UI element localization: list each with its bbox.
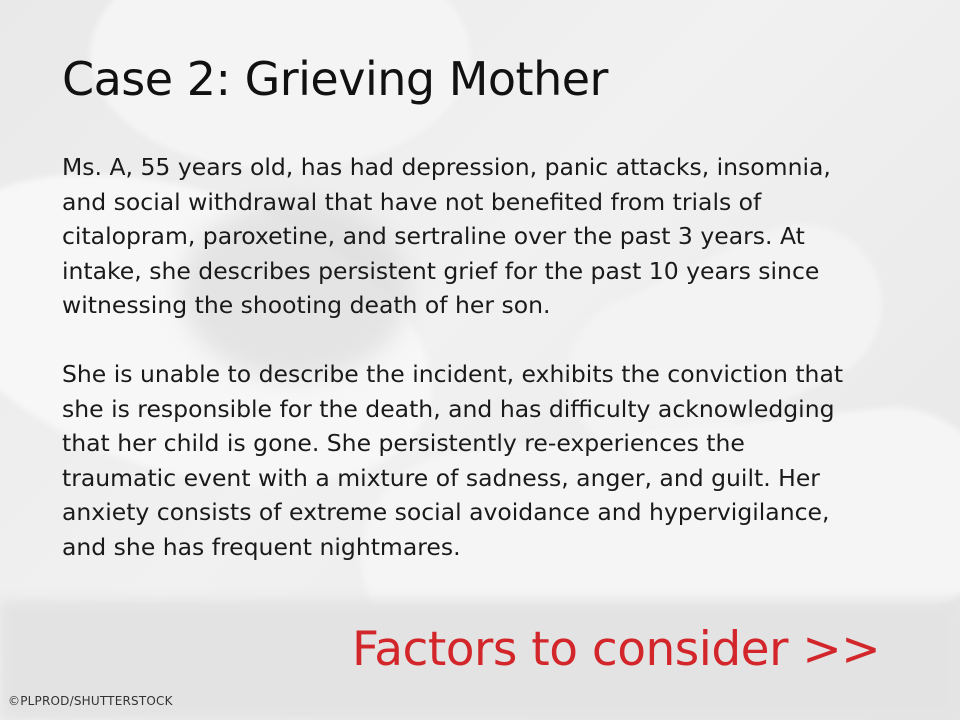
image-credit: ©PLPROD/SHUTTERSTOCK: [8, 694, 173, 708]
case-paragraph-2: She is unable to describe the incident, exhibits the conviction that she is responsible for the death, and has difficulty acknowledging that her child is gone. She persistently re-experiences the traumatic event with a mixture of sadness, anger, and guilt. Her anxiety consists of extreme social avoidance and hypervigilance, and she has frequent nightmares.: [62, 360, 844, 561]
factors-to-consider-link[interactable]: Factors to consider >>: [352, 622, 881, 677]
case-paragraph-1: Ms. A, 55 years old, has had depression, panic attacks, insomnia, and social withdrawal that have not benefited from trials of citalopram, paroxetine, and sertraline over the past 3 years. At intake, she describes persistent grief for the past 10 years since witnessing the shooting death of her son.: [62, 153, 831, 319]
case-description: [62, 150, 862, 564]
slide-title: Case 2: Grieving Mother: [62, 52, 608, 106]
